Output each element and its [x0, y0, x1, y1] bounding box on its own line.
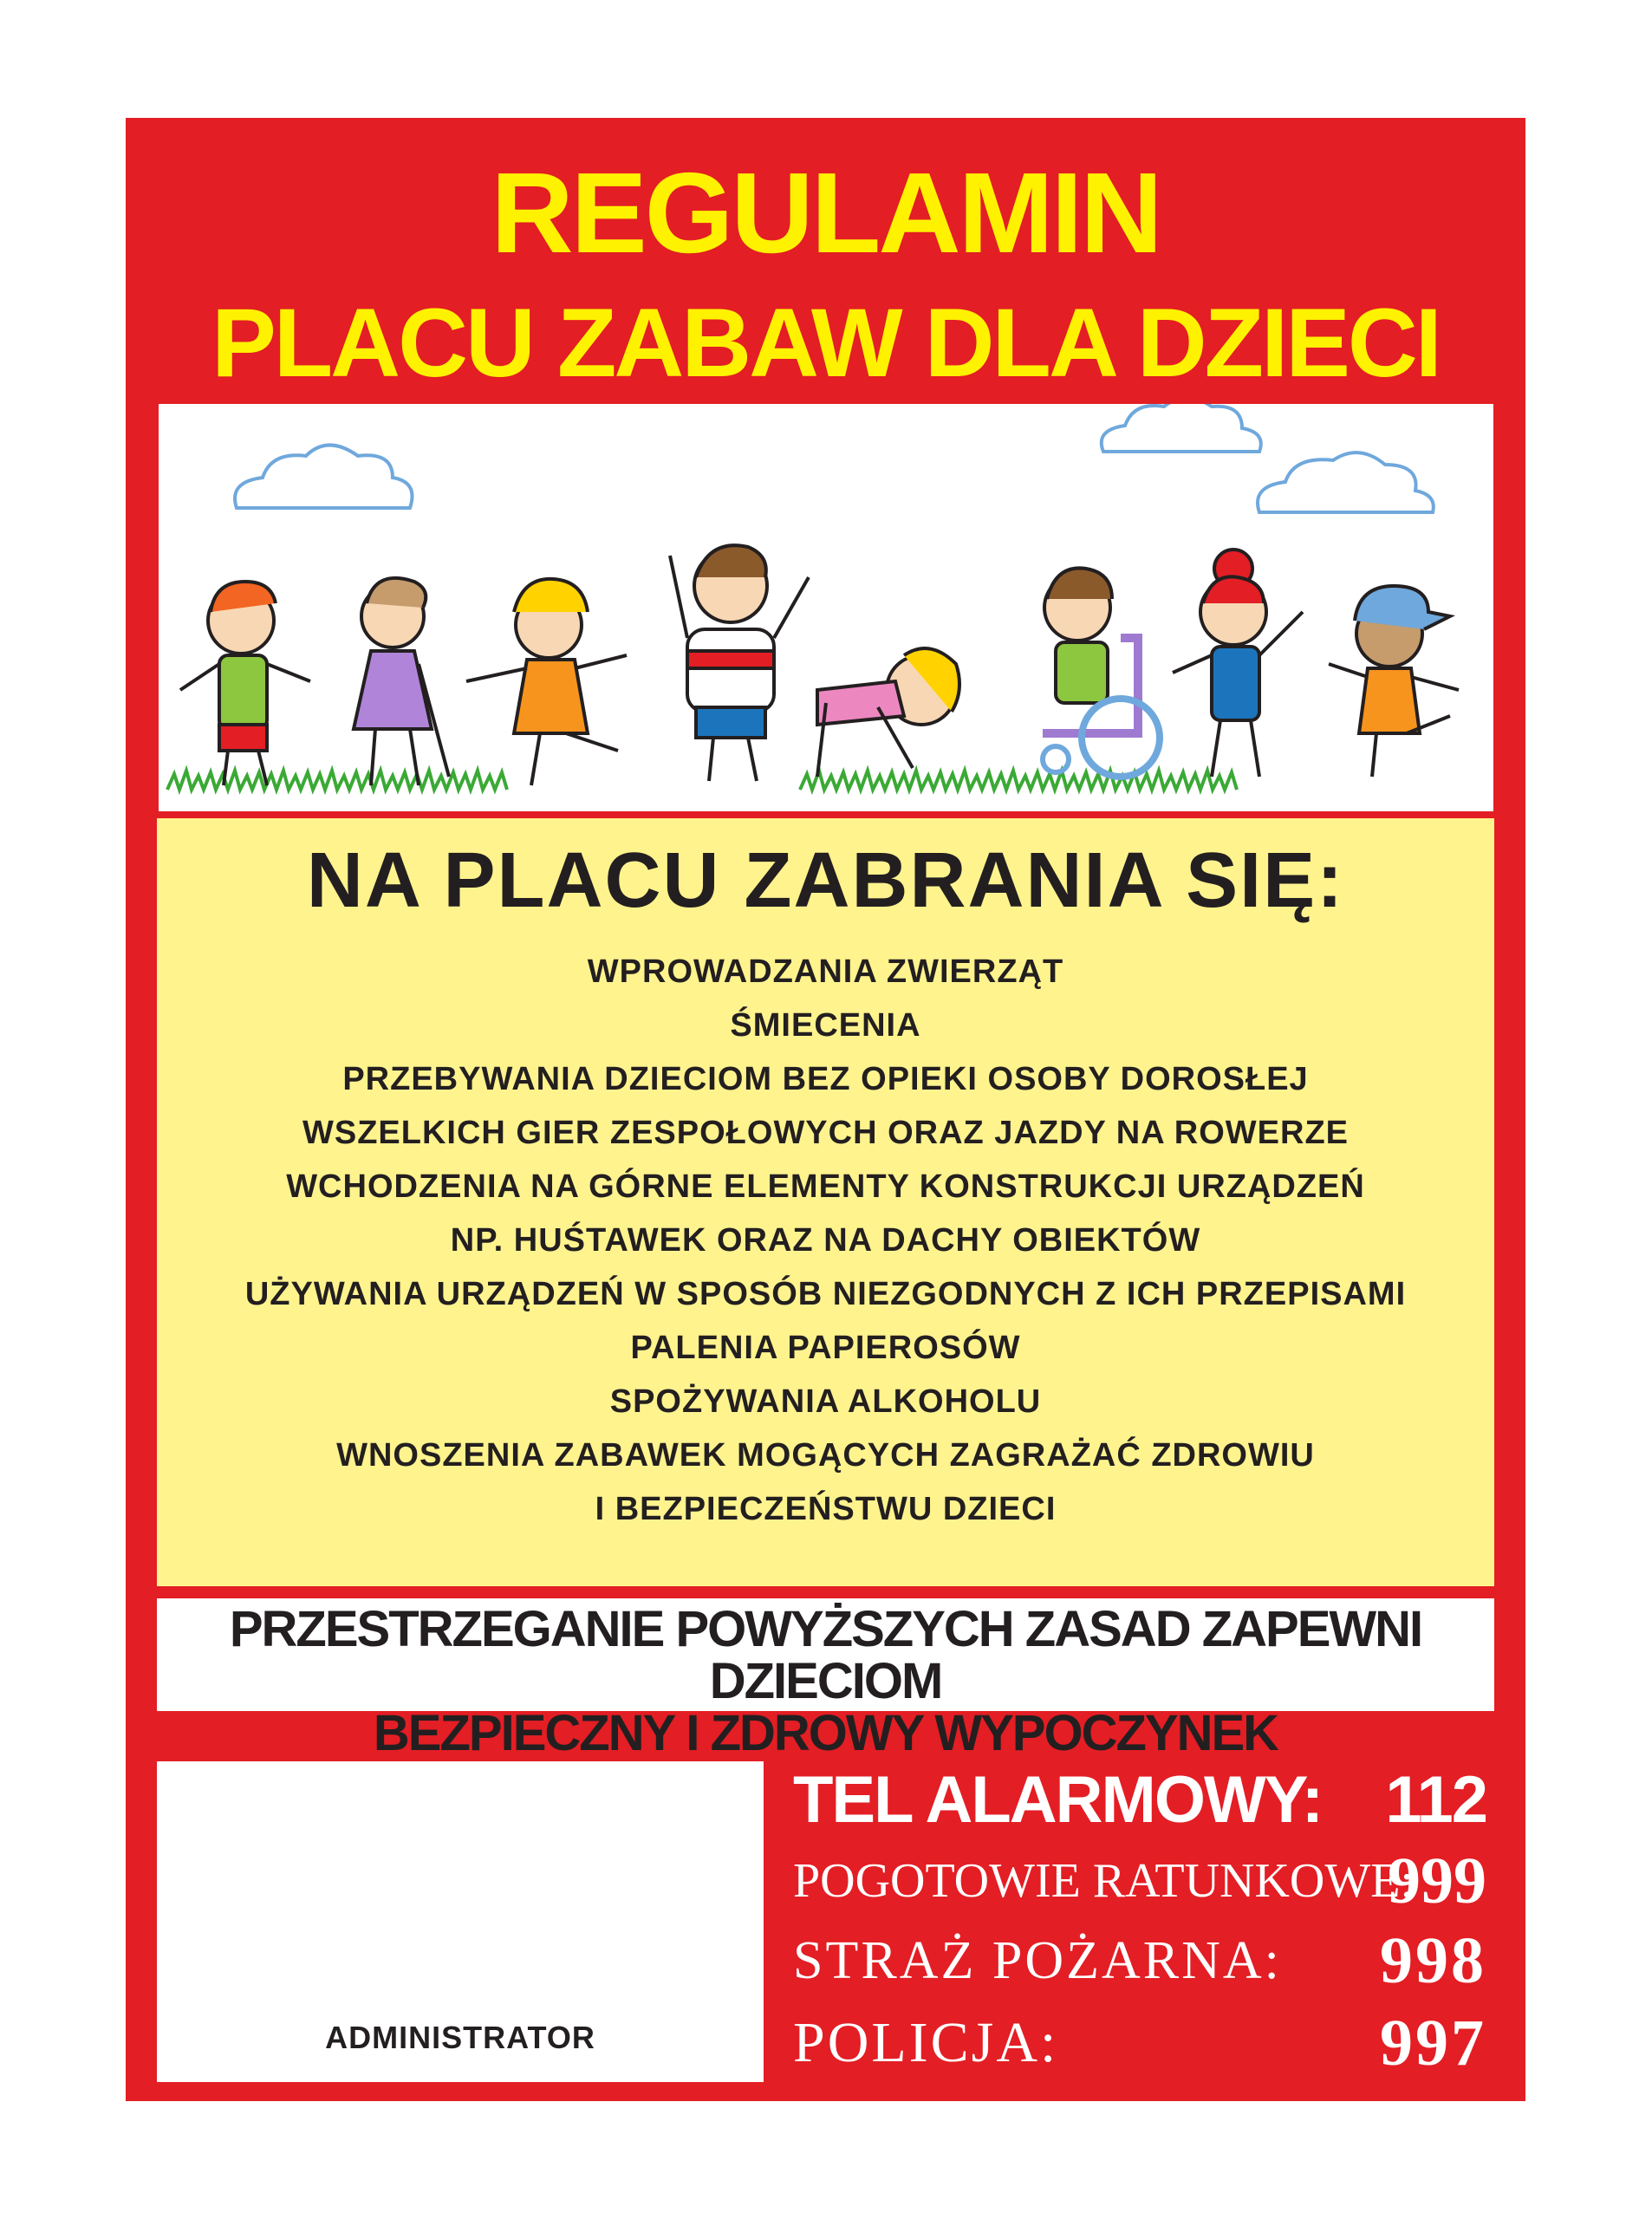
list-item: I BEZPIECZEŃSTWU DZIECI [595, 1491, 1057, 1527]
list-item: WCHODZENIA NA GÓRNE ELEMENTY KONSTRUKCJI URZĄDZEŃ [286, 1168, 1365, 1205]
regulations-sign [126, 118, 1525, 2101]
notice-line: PRZESTRZEGANIE POWYŻSZYCH ZASAD ZAPEWNI DZIECIOM [229, 1601, 1422, 1709]
fire-number: 998 [1380, 1924, 1486, 1997]
administrator-box [157, 1761, 764, 2082]
prohibitions-list [157, 945, 1494, 1536]
cloud-icon [235, 404, 1434, 512]
list-item: NP. HUŚTAWEK ORAZ NA DACHY OBIEKTÓW [450, 1222, 1201, 1259]
list-item: PRZEBYWANIA DZIECIOM BEZ OPIEKI OSOBY DOROSŁEJ [342, 1061, 1309, 1097]
children-playing-illustration [159, 404, 1493, 811]
child-icon [817, 648, 959, 777]
sign-subtitle: PLACU ZABAW DLA DZIECI [211, 289, 1440, 397]
child-icon [354, 578, 449, 785]
list-item: UŻYWANIA URZĄDZEŃ W SPOSÓB NIEZGODNYCH Z ICH PRZEPISAMI [244, 1276, 1407, 1312]
list-item: PALENIA PAPIEROSÓW [630, 1330, 1021, 1366]
child-icon [1043, 568, 1160, 777]
child-icon [670, 545, 809, 781]
ambulance-number: 999 [1388, 1845, 1486, 1917]
child-icon [1173, 550, 1303, 777]
list-item: WSZELKICH GIER ZESPOŁOWYCH ORAZ JAZDY NA ROWERZE [302, 1115, 1350, 1151]
list-item: WPROWADZANIA ZWIERZĄT [587, 953, 1064, 990]
fire-label: STRAŻ POŻARNA: [793, 1931, 1282, 1990]
emergency-numbers [793, 1761, 1504, 2099]
alarm-label: TEL ALARMOWY: [793, 1763, 1323, 1837]
notice-line: BEZPIECZNY I ZDROWY WYPOCZYNEK [373, 1705, 1278, 1761]
grass-icon [167, 771, 1237, 790]
administrator-label: ADMINISTRATOR [325, 2020, 595, 2055]
police-label: POLICJA: [793, 2011, 1059, 2074]
child-icon [466, 579, 627, 785]
list-item: ŚMIECENIA [730, 1007, 921, 1044]
prohibitions-heading: NA PLACU ZABRANIA SIĘ: [306, 837, 1345, 924]
alarm-number: 112 [1385, 1763, 1486, 1837]
police-number: 997 [1380, 2007, 1486, 2079]
list-item: WNOSZENIA ZABAWEK MOGĄCYCH ZAGRAŻAĆ ZDROWIU [336, 1437, 1315, 1474]
prohibitions-panel [157, 818, 1494, 1586]
sign-title: REGULAMIN [491, 149, 1161, 277]
safety-notice [157, 1598, 1494, 1761]
children-illustration [159, 404, 1493, 811]
list-item: SPOŻYWANIA ALKOHOLU [609, 1383, 1042, 1420]
child-icon [180, 582, 310, 785]
ambulance-label: POGOTOWIE RATUNKOWE: [793, 1854, 1414, 1908]
child-icon [1329, 586, 1459, 777]
